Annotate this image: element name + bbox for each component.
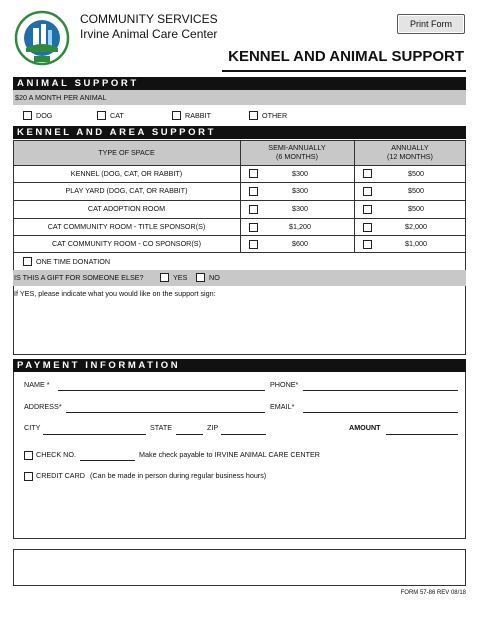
- annual-checkbox[interactable]: [363, 205, 372, 214]
- rabbit-checkbox[interactable]: [172, 111, 181, 120]
- kennel-support-heading: KENNEL AND AREA SUPPORT: [13, 126, 466, 139]
- gift-question: IS THIS A GIFT FOR SOMEONE ELSE?: [14, 273, 144, 282]
- zip-label: ZIP: [207, 423, 219, 432]
- cat-checkbox[interactable]: [97, 111, 106, 120]
- check-no-field[interactable]: [80, 460, 135, 461]
- address-field[interactable]: [66, 412, 265, 413]
- email-field[interactable]: [303, 412, 458, 413]
- row-space: KENNEL (DOG, CAT, OR RABBIT): [70, 169, 183, 178]
- other-checkbox[interactable]: [249, 111, 258, 120]
- org-name: COMMUNITY SERVICES: [80, 12, 218, 26]
- name-label: NAME *: [24, 380, 50, 389]
- email-label: EMAIL*: [270, 402, 295, 411]
- row-divider: [13, 200, 466, 201]
- semi-checkbox[interactable]: [249, 240, 258, 249]
- dog-label: DOG: [36, 111, 53, 120]
- row-annual-price: $500: [408, 186, 424, 195]
- state-field[interactable]: [176, 434, 203, 435]
- amount-field[interactable]: [386, 434, 458, 435]
- form-number: FORM 57-86 REV 08/18: [400, 590, 466, 596]
- credit-card-label: CREDIT CARD: [36, 471, 85, 480]
- annual-checkbox[interactable]: [363, 169, 372, 178]
- row-divider: [13, 218, 466, 219]
- amount-label: AMOUNT: [349, 423, 381, 432]
- row-semi-price: $1,200: [289, 222, 311, 231]
- credit-card-note: (Can be made in person during regular business hours): [90, 471, 267, 480]
- row-semi-price: $300: [292, 186, 308, 195]
- row-space: CAT COMMUNITY ROOM - CO SPONSOR(S): [52, 239, 201, 248]
- check-checkbox[interactable]: [24, 451, 33, 460]
- row-space: CAT ADOPTION ROOM: [87, 204, 166, 213]
- row-annual-price: $2,000: [405, 222, 427, 231]
- one-time-donation-checkbox[interactable]: [23, 257, 32, 266]
- row-semi-price: $300: [292, 204, 308, 213]
- col-header-semi: SEMI-ANNUALLY: [268, 143, 326, 152]
- check-no-label: CHECK NO.: [36, 450, 76, 459]
- city-field[interactable]: [43, 434, 146, 435]
- animal-support-heading: ANIMAL SUPPORT: [13, 77, 466, 90]
- row-annual-price: $1,000: [405, 239, 427, 248]
- price-note: $20 A MONTH PER ANIMAL: [15, 93, 107, 102]
- address-label: ADDRESS*: [24, 402, 62, 411]
- city-label: CITY: [24, 423, 41, 432]
- row-divider: [13, 235, 466, 236]
- payment-heading: PAYMENT INFORMATION: [13, 359, 466, 372]
- print-form-button[interactable]: Print Form: [397, 14, 465, 34]
- col-header-annual-sub: (12 MONTHS): [387, 152, 433, 161]
- center-name: Irvine Animal Care Center: [80, 27, 218, 41]
- semi-checkbox[interactable]: [249, 187, 258, 196]
- row-semi-price: $600: [292, 239, 308, 248]
- semi-checkbox[interactable]: [249, 205, 258, 214]
- other-label: OTHER: [262, 111, 288, 120]
- col-header-type: TYPE OF SPACE: [98, 148, 155, 157]
- row-annual-price: $500: [408, 204, 424, 213]
- row-space: CAT COMMUNITY ROOM - TITLE SPONSOR(S): [47, 222, 206, 231]
- sign-prompt: If YES, please indicate what you would like on the support sign:: [14, 289, 216, 298]
- phone-field[interactable]: [303, 390, 458, 391]
- credit-card-checkbox[interactable]: [24, 472, 33, 481]
- phone-label: PHONE*: [270, 380, 299, 389]
- rabbit-label: RABBIT: [185, 111, 211, 120]
- row-divider: [13, 182, 466, 183]
- gift-yes-label: YES: [173, 273, 188, 282]
- header-rule: [222, 70, 466, 72]
- gift-no-label: NO: [209, 273, 220, 282]
- row-semi-price: $300: [292, 169, 308, 178]
- semi-checkbox[interactable]: [249, 169, 258, 178]
- check-payable-note: Make check payable to IRVINE ANIMAL CARE CENTER: [139, 450, 320, 459]
- cat-label: CAT: [110, 111, 124, 120]
- row-space: PLAY YARD (DOG, CAT, OR RABBIT): [65, 186, 188, 195]
- semi-checkbox[interactable]: [249, 223, 258, 232]
- annual-checkbox[interactable]: [363, 223, 372, 232]
- zip-field[interactable]: [221, 434, 266, 435]
- gift-no-checkbox[interactable]: [196, 273, 205, 282]
- header-divider: [13, 165, 466, 166]
- row-annual-price: $500: [408, 169, 424, 178]
- col-header-semi-sub: (6 MONTHS): [276, 152, 318, 161]
- state-label: STATE: [150, 423, 173, 432]
- col-header-annual: ANNUALLY: [391, 143, 429, 152]
- city-logo: [14, 10, 70, 66]
- gift-yes-checkbox[interactable]: [160, 273, 169, 282]
- annual-checkbox[interactable]: [363, 240, 372, 249]
- dog-checkbox[interactable]: [23, 111, 32, 120]
- annual-checkbox[interactable]: [363, 187, 372, 196]
- page-title: KENNEL AND ANIMAL SUPPORT: [228, 48, 464, 65]
- name-field[interactable]: [58, 390, 265, 391]
- office-use-box: [13, 549, 466, 586]
- one-time-donation-label: ONE TIME DONATION: [36, 257, 111, 266]
